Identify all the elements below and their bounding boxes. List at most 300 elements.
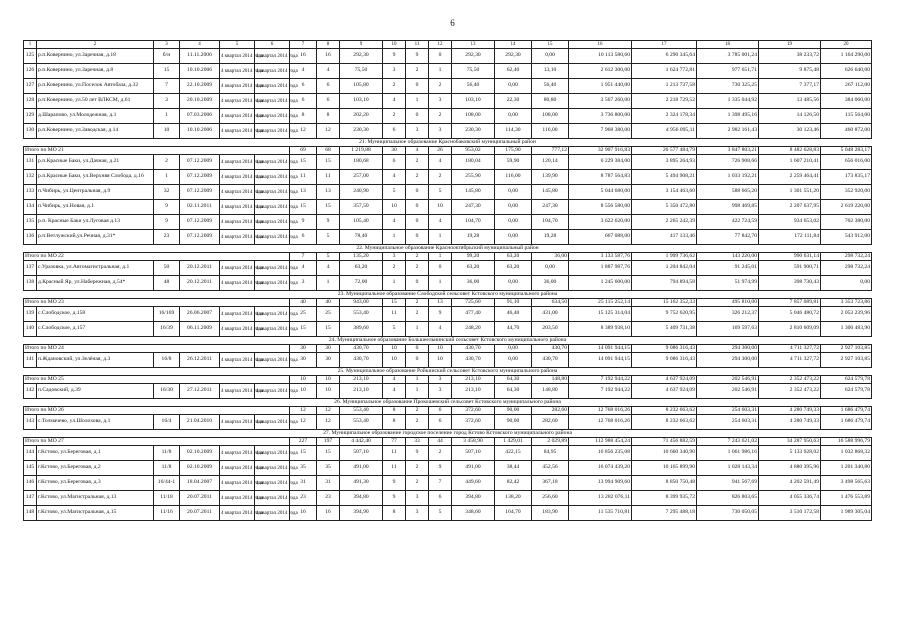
address-cell: р.п.Ветлужский,ул.Речная, д.31* [37,230,154,245]
table-cell: 56,40 [452,79,495,94]
table-cell: 4 [383,215,406,230]
table-cell: 2 612 300,00 [569,64,632,79]
table-cell: 82,42 [495,476,532,491]
column-number: 17 [632,41,697,49]
table-cell: 213,10 [452,384,495,399]
subtotal-cell: 12 [317,407,340,415]
table-cell: 7 [154,79,180,94]
column-number: 13 [452,41,495,49]
table-cell: 128 [24,94,37,109]
subtotal-cell: 2 352 473,22 [759,376,821,384]
subtotal-cell: 202 546,91 [697,376,759,384]
table-cell: 103,10 [452,94,495,109]
table-cell: 63,20 [340,261,383,276]
table-row [24,64,872,79]
table-cell: 298 732,24 [821,261,872,276]
table-cell: 449,60 [452,476,495,491]
table-cell: 11.11.2006 [180,49,220,64]
table-cell: 4 квартал 2014 года [255,64,290,79]
table-cell: 105,80 [340,79,383,94]
table-cell: 1 951 440,00 [569,79,632,94]
table-cell: 8 556 580,00 [569,200,632,215]
subtotal-cell: 5 048 283,17 [821,147,872,155]
table-cell: 5 [317,230,340,245]
section-heading: 25. Муниципальное образование Ройкинский сельсовет Кстовского муниципального района [24,368,872,376]
table-cell: 0 [406,353,429,368]
subtotal-cell: 7 243 621,02 [697,438,759,446]
table-cell: 3 [406,491,429,506]
subtotal-cell: 282,60 [532,407,569,415]
table-row [24,384,872,399]
table-cell: 2 265 242,39 [632,215,697,230]
table-cell: 491,00 [340,461,383,476]
table-cell: 4 280 749,33 [759,415,821,430]
table-cell: 656 016,00 [821,155,872,170]
table-cell: 129 [24,109,37,124]
table-cell: 794 894,58 [632,276,697,291]
table-cell: 15 [290,322,317,337]
section-heading: 23. Муниципальное образование Слободской сельсовет Кстовского муниципального района [24,291,872,299]
subtotal-cell: 372,60 [452,407,495,415]
table-cell: 16 [317,506,340,521]
subtotal-cell: 495 810,00 [697,299,759,307]
table-cell: 372,60 [452,415,495,430]
table-cell: 8 [383,506,406,521]
table-cell: 2 218 729,52 [632,94,697,109]
table-cell: 50 [154,261,180,276]
table-cell: 2 [406,415,429,430]
table-cell: 63,20 [452,261,495,276]
table-cell: 2 [406,155,429,170]
table-row [24,155,872,170]
subtotal-cell: 12 [290,407,317,415]
subtotal-cell: 1 [429,253,452,261]
table-cell: 247,30 [452,200,495,215]
table-cell: 0 [406,200,429,215]
subtotal-row [24,438,872,446]
table-cell: 114,30 [495,124,532,139]
table-cell: 240,90 [340,185,383,200]
table-cell: 2 [429,446,452,461]
table-cell: 8 389 938,10 [569,322,632,337]
table-cell: 4 [290,261,317,276]
table-cell: 75,50 [452,64,495,79]
table-cell: 138 [24,276,37,291]
table-cell: 3 498 565,63 [821,476,872,491]
table-cell: 127 [24,79,37,94]
table-cell: 4 квартал 2014 года [220,506,255,521]
table-cell: 6 [383,155,406,170]
subtotal-cell: 112 988 454,24 [569,438,632,446]
table-cell: 126 [24,64,37,79]
table-cell: 23 [317,491,340,506]
subtotal-cell: 213,10 [340,376,383,384]
table-cell: 1 989 305,04 [821,506,872,521]
table-row [24,415,872,430]
column-number: 8 [317,41,340,49]
table-cell: 384 060,00 [821,94,872,109]
table-cell: 394,90 [340,506,383,521]
table-cell: 8 [317,109,340,124]
table-cell: 702 380,00 [821,215,872,230]
table-cell: 3 567 260,00 [569,94,632,109]
table-cell: 0 [406,185,429,200]
table-cell: 5 [383,185,406,200]
table-cell: 257,00 [340,170,383,185]
table-cell: 4 [429,215,452,230]
column-number: 2 [37,41,154,49]
section-heading-row [24,245,872,253]
table-cell: 4 квартал 2014 года [220,491,255,506]
table-cell: 84,95 [532,446,569,461]
subtotal-row [24,345,872,353]
table-cell: 16/169 [154,307,180,322]
table-cell: 10 113 580,60 [569,49,632,64]
table-cell: 16/4 [154,415,180,430]
table-cell: 10 [429,353,452,368]
address-cell: д.Шарапово, ул.Молодежная, д.1 [37,109,154,124]
table-cell: 553,40 [340,415,383,430]
address-cell: с.Толмачево, ул.Шолохова, д.1 [37,415,154,430]
table-cell: 16/8 [154,353,180,368]
table-cell: 203,50 [532,322,569,337]
column-number: 10 [383,41,406,49]
subtotal-cell: 143 220,00 [697,253,759,261]
table-cell: 4 квартал 2014 года [220,109,255,124]
table-cell: 6 [317,79,340,94]
subtotal-cell: 1 999 736,62 [632,253,697,261]
subtotal-cell: 4 280 749,33 [759,407,821,415]
subtotal-cell: 4 637 924,09 [632,376,697,384]
address-cell: р.п.Ковернино, ул.Поселок Автобаза, д.32 [37,79,154,94]
table-cell: 4 квартал 2014 года [220,64,255,79]
column-number-row [24,41,872,49]
table-cell: 145,80 [532,185,569,200]
table-cell: 730 050,05 [697,506,759,521]
section-heading: 24. Муниципальное образование Большеельнинский сельсовет Кстовского муниципального района [24,337,872,345]
table-cell: 4 квартал 2014 года [220,276,255,291]
table-cell: 1 164 290,00 [821,49,872,64]
column-number: 7 [290,41,317,49]
table-cell: 20.07.2011 [180,506,220,521]
subtotal-cell: 26 [429,147,452,155]
subtotal-cell: 3 458,90 [452,438,495,446]
table-cell: 137 [24,261,37,276]
table-cell: 826 803,65 [697,491,759,506]
table-row [24,109,872,124]
subtotal-cell: 13 [429,299,452,307]
subtotal-cell: 40 [317,299,340,307]
subtotal-cell: 175,90 [495,147,532,155]
subtotal-cell: 90,00 [495,407,532,415]
table-cell: 0,00 [495,230,532,245]
subtotal-cell: 0 [406,345,429,353]
subtotal-cell: 213,10 [452,376,495,384]
subtotal-cell: 430,70 [340,345,383,353]
table-row [24,476,872,491]
table-cell: 44,70 [495,322,532,337]
table-cell: 0 [406,230,429,245]
table-cell: 15 [290,155,317,170]
table-cell: 8 [383,415,406,430]
table-cell: 148,80 [532,384,569,399]
table-cell: 21.04.2010 [180,415,220,430]
subtotal-cell: 1 [406,376,429,384]
table-cell: 16/30 [154,384,180,399]
table-cell: 4 квартал 2014 года [220,307,255,322]
table-cell: 183,90 [532,506,569,521]
table-cell: 4 квартал 2014 года [220,49,255,64]
subtotal-cell: 32 907 916,83 [569,147,632,155]
subtotal-cell: 6 [429,407,452,415]
table-cell: 145 [24,461,37,476]
table-cell: 80,80 [532,94,569,109]
table-cell: 13 [317,185,340,200]
table-cell: 2 053 239,96 [821,307,872,322]
table-cell: 146 [24,476,37,491]
subtotal-label: Итого по МО 23 [24,299,290,307]
table-cell: 2 982 161,43 [697,124,759,139]
table-cell: 430,70 [340,353,383,368]
table-cell: 4 квартал 2014 года [220,384,255,399]
table-cell: 48 [154,276,180,291]
table-cell: 10 [383,353,406,368]
table-cell: 07.12.2009 [180,155,220,170]
subtotal-cell: 553,40 [340,407,383,415]
table-cell: 7 192 944,22 [569,384,632,399]
page-number: 6 [450,18,455,28]
table-cell: 14 091 944,15 [569,353,632,368]
subtotal-cell: 77 [383,438,406,446]
table-cell: 213,10 [340,384,383,399]
subtotal-cell: 3 353 723,86 [821,299,872,307]
table-cell: 3 154 463,60 [632,185,697,200]
table-cell: 02.10.2009 [180,446,220,461]
table-cell: 2 [429,79,452,94]
table-cell: 26.12.2011 [180,353,220,368]
table-cell: 7 [429,476,452,491]
table-cell: 22.10.2009 [180,79,220,94]
table-cell: 4 квартал 2014 года [220,79,255,94]
table-cell: 1 213 737,58 [632,79,697,94]
subtotal-cell: 2 [406,253,429,261]
table-cell: 202 546,91 [697,384,759,399]
table-cell: 15 [317,155,340,170]
table-cell: 282,60 [532,415,569,430]
table-cell: 292,30 [495,49,532,64]
column-number: 5 [220,41,255,49]
subtotal-cell: 30 [383,147,406,155]
table-cell: 27.12.2011 [180,384,220,399]
table-cell: 5 [383,322,406,337]
table-cell: 14 126,50 [759,109,821,124]
table-cell: 2 [383,261,406,276]
table-cell: 11/18 [154,491,180,506]
table-cell: 624 579,78 [821,384,872,399]
table-cell: 4 956 095,11 [632,124,697,139]
table-cell: 4 квартал 2014 года [220,94,255,109]
section-heading: 22. Муниципальное образование Краснооктябрьский муниципальный район [24,245,872,253]
column-number: 16 [569,41,632,49]
subtotal-label: Итого по МО 22 [24,253,290,261]
subtotal-row [24,147,872,155]
table-row [24,491,872,506]
table-cell: 4 квартал 2014 года [255,79,290,94]
table-cell: 507,10 [452,446,495,461]
address-cell: с.Слободское, д.158 [37,307,154,322]
table-cell: 8 399 935,72 [632,491,697,506]
table-cell: 8 232 663,62 [632,415,697,430]
table-cell: 0,00 [495,109,532,124]
table-cell: 108,00 [452,109,495,124]
table-row [24,200,872,215]
table-cell: 72,00 [340,276,383,291]
table-cell: 9 [429,307,452,322]
table-cell: 591 900,71 [759,261,821,276]
table-cell: 2 [406,261,429,276]
table-cell: 9 [406,446,429,461]
subtotal-cell: 4 711 327,72 [759,345,821,353]
table-cell: 294 300,00 [697,353,759,368]
table-cell: 3 [406,506,429,521]
subtotal-label: Итого по МО 24 [24,345,290,353]
subtotal-cell: 8 482 628,83 [759,147,821,155]
table-cell: 1 [383,230,406,245]
table-cell: 394,80 [452,491,495,506]
table-cell: 491,30 [340,476,383,491]
table-cell: 6 [429,491,452,506]
table-cell: 180,04 [452,155,495,170]
address-cell: г.Кстово, ул.Магистральная, д.15 [37,506,154,521]
table-cell: 0,00 [532,261,569,276]
table-cell: 398 730,43 [759,276,821,291]
table-cell: 9 [154,215,180,230]
table-cell: 02.10.2009 [180,461,220,476]
table-cell: 132 [24,170,37,185]
table-cell: 10 [383,200,406,215]
table-cell: 7 968 380,00 [569,124,632,139]
subtotal-cell: 10 [383,345,406,353]
table-cell: 1 398 495,16 [697,109,759,124]
resettlement-table [23,40,872,521]
table-cell: 5 350 472,80 [632,200,697,215]
table-cell: 2 207 637,95 [759,200,821,215]
table-cell: 9 752 620,95 [632,307,697,322]
subtotal-cell: 953,02 [452,147,495,155]
table-cell: 4 202 591,49 [759,476,821,491]
table-cell: 139 [24,307,37,322]
table-cell: 2 [406,476,429,491]
subtotal-row [24,299,872,307]
table-cell: 9 875,48 [759,64,821,79]
address-cell: р.п.Красные Баки, ул.Верхняя Слобода, д.16 [37,170,154,185]
subtotal-cell: 5 [317,253,340,261]
table-cell: 11 [290,170,317,185]
table-cell: 9 [383,491,406,506]
table-cell: 20.12.2011 [180,276,220,291]
table-cell: 2 [429,170,452,185]
column-number: 12 [429,41,452,49]
table-cell: 22,30 [495,94,532,109]
table-cell: 115 564,00 [821,109,872,124]
table-cell: 06.11.2009 [180,322,220,337]
subtotal-cell: 1 429,01 [495,438,532,446]
table-cell: 4 квартал 2014 года [220,185,255,200]
table-row [24,215,872,230]
table-cell: 10.10.2006 [180,64,220,79]
subtotal-cell: 634,50 [532,299,569,307]
table-cell: 2 927 103,85 [821,353,872,368]
table-cell: 4 квартал 2014 года [255,384,290,399]
subtotal-cell: 71 456 882,59 [632,438,697,446]
table-cell: 267 112,00 [821,79,872,94]
subtotal-label: Итого по МО 25 [24,376,290,384]
table-cell: 4 квартал 2014 года [220,155,255,170]
table-cell: 553,40 [340,307,383,322]
table-cell: 977 651,71 [697,64,759,79]
column-number: 14 [495,41,532,49]
subtotal-cell: 148,80 [532,376,569,384]
table-cell: 0 [406,79,429,94]
table-cell: 4 квартал 2014 года [255,307,290,322]
subtotal-cell: 0,00 [495,345,532,353]
column-number: 18 [697,41,759,49]
subtotal-cell: 69 [290,147,317,155]
table-cell: 90,00 [495,415,532,430]
table-cell: 15 [290,446,317,461]
table-cell: 35 [317,461,340,476]
table-cell: 38 233,72 [759,49,821,64]
subtotal-cell: 3 [383,253,406,261]
table-cell: 11 [317,170,340,185]
table-cell: 15 [290,200,317,215]
table-cell: 352 920,00 [821,185,872,200]
table-cell: 36,00 [452,276,495,291]
table-cell: 430,70 [452,353,495,368]
table-cell: 0 [406,276,429,291]
address-cell: п.Садовский, д.39 [37,384,154,399]
table-cell: 6 [383,124,406,139]
table-cell: 16 856 235,08 [569,446,632,461]
table-cell: 4 квартал 2014 года [255,49,290,64]
table-cell: 4 квартал 2014 года [220,215,255,230]
subtotal-cell: 2 029,89 [532,438,569,446]
table-cell: 0 [406,215,429,230]
table-cell: 10 165 899,90 [632,461,697,476]
table-cell: 142 [24,384,37,399]
table-cell: 5 494 908,21 [632,170,697,185]
section-heading-row [24,139,872,147]
table-cell: 5 [429,185,452,200]
table-cell: 4 квартал 2014 года [220,415,255,430]
table-cell: 104,70 [532,215,569,230]
subtotal-row [24,407,872,415]
table-cell: 0,00 [495,276,532,291]
table-cell: 3 [429,384,452,399]
table-cell: 202,20 [340,109,383,124]
table-cell: 116,00 [532,124,569,139]
table-row [24,506,872,521]
table-cell: 148 [24,506,37,521]
table-cell: 4 [317,64,340,79]
table-cell: 32 [154,185,180,200]
subtotal-cell: 33 [406,438,429,446]
subtotal-cell: 10 [317,376,340,384]
table-cell: 4 квартал 2014 года [255,200,290,215]
address-cell: п.Чибирь, ул.Новая, д.1 [37,200,154,215]
subtotal-cell: 135,20 [340,253,383,261]
table-cell: 1 [406,94,429,109]
